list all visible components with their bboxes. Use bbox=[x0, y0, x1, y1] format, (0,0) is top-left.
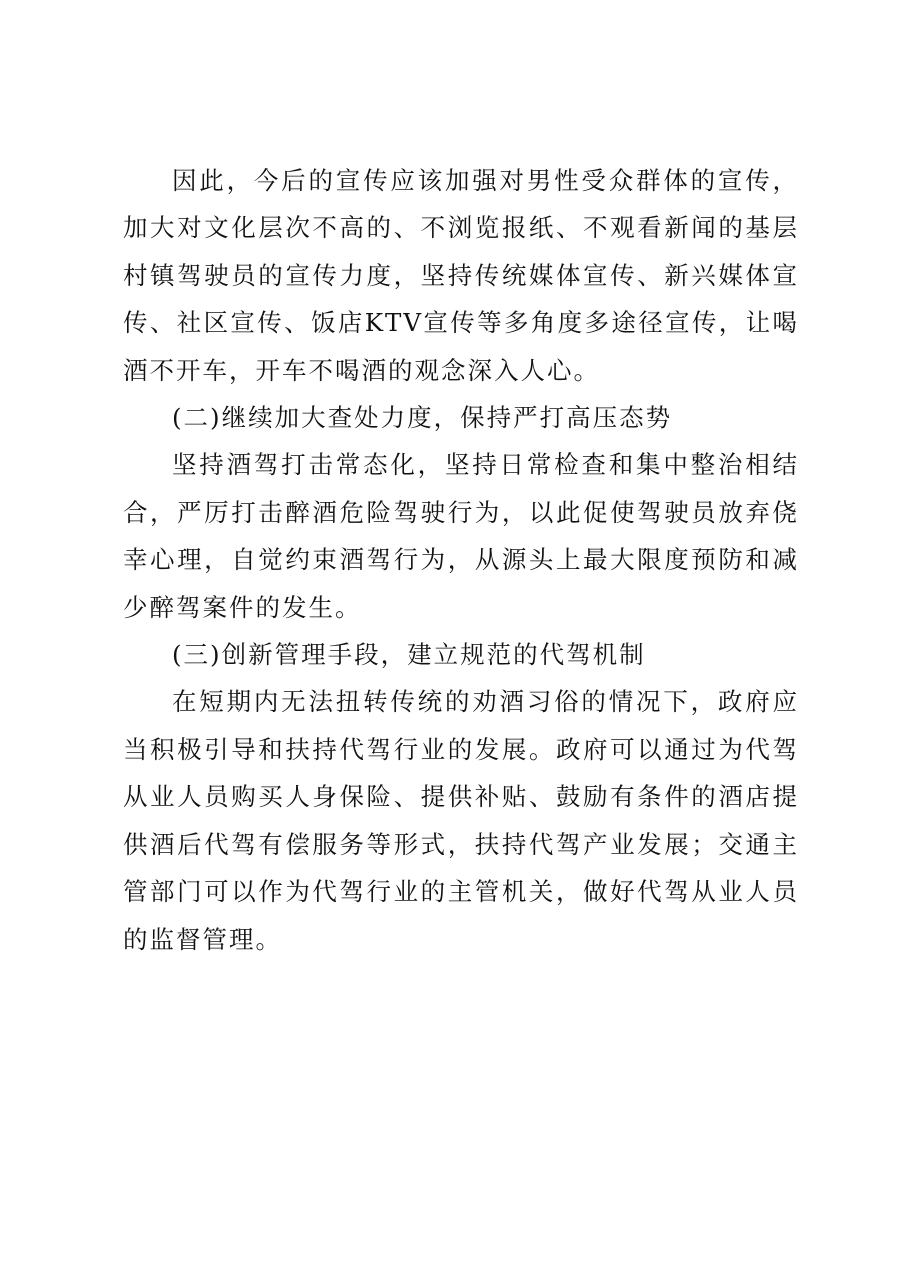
body-paragraph: 因此，今后的宣传应该加强对男性受众群体的宣传，加大对文化层次不高的、不浏览报纸、不观看新闻的基层村镇驾驶员的宣传力度，坚持传统媒体宣传、新兴媒体宣传、社区宣传、饭店KTV宣传等多角度多途径宣传，让喝酒不开车，开车不喝酒的观念深入人心。 bbox=[123, 166, 799, 385]
body-paragraph: 在短期内无法扭转传统的劝酒习俗的情况下，政府应当积极引导和扶持代驾行业的发展。政府可以通过为代驾从业人员购买人身保险、提供补贴、鼓励有条件的酒店提供酒后代驾有偿服务等形式，扶持代驾产业发展；交通主管部门可以作为代驾行业的主管机关，做好代驾从业人员的监督管理。 bbox=[123, 687, 799, 954]
body-paragraph: 坚持酒驾打击常态化，坚持日常检查和集中整治相结合，严厉打击醉酒危险驾驶行为，以此促使驾驶员放弃侥幸心理，自觉约束酒驾行为，从源头上最大限度预防和减少醉驾案件的发生。 bbox=[123, 450, 799, 622]
section-heading: (三)创新管理手段，建立规范的代驾机制 bbox=[172, 640, 646, 670]
document-body bbox=[123, 157, 799, 963]
section-heading: (二)继续加大查处力度，保持严打高压态势 bbox=[172, 403, 673, 433]
